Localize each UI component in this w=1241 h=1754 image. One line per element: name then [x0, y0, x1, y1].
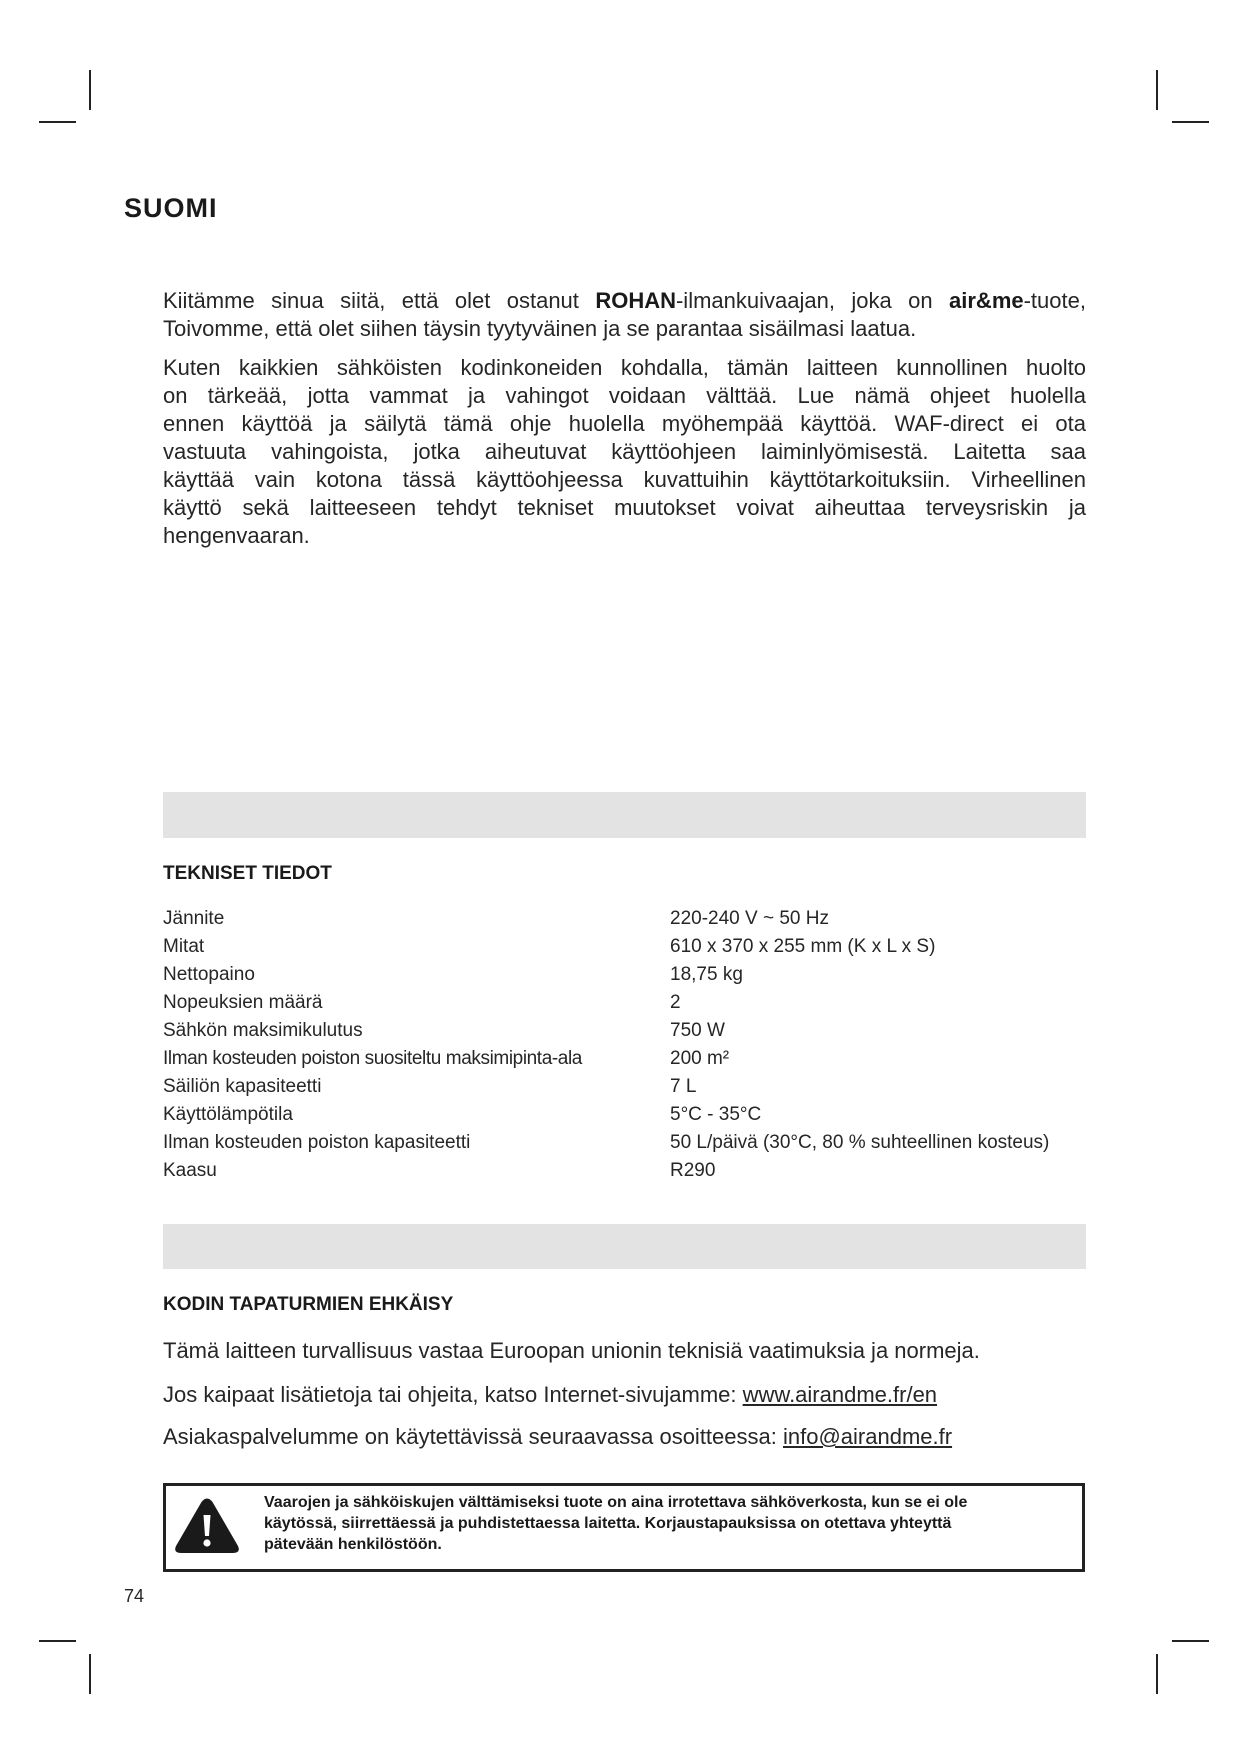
intro-paragraph-2-line: käyttää vain kotona tässä käyttöohjeessa kuvattuihin käyttötarkoituksiin. Virheellinen	[163, 467, 1086, 492]
warning-text-line: Vaarojen ja sähköiskujen välttämiseksi tuote on aina irrotettava sähköverkosta, kun se ei ole	[264, 1494, 968, 1511]
safety-website-line	[163, 1381, 1086, 1409]
intro-paragraph-2-line: ennen käyttöä ja säilytä tämä ohje huolella myöhempää käyttöä. WAF-direct ei ota	[163, 411, 1086, 436]
spec-row	[163, 933, 1086, 961]
email-link[interactable]: info@airandme.fr	[782, 1424, 953, 1449]
spec-value: 220-240 V ~ 50 Hz	[670, 908, 829, 929]
crop-mark-top-left-vertical	[89, 70, 91, 110]
safety-contact-line	[163, 1423, 1086, 1451]
spec-label: Nettopaino	[163, 964, 255, 985]
safety-compliance-text: Tämä laitteen turvallisuus vastaa Euroopan unionin teknisiä vaatimuksia ja normeja.	[163, 1338, 980, 1363]
intro-paragraph-1	[163, 287, 1086, 343]
spec-row	[163, 1129, 1086, 1157]
crop-mark-top-right-horizontal	[1172, 121, 1209, 123]
intro-paragraph-2-line: käyttö sekä laitteeseen tehdyt tekniset muutokset voivat aiheuttaa terveysriskin ja	[163, 495, 1086, 520]
intro-text-segment: -tuote,	[1023, 288, 1086, 313]
spec-value: 750 W	[670, 1020, 725, 1041]
spec-row	[163, 1157, 1086, 1185]
crop-mark-top-left-horizontal	[39, 121, 76, 123]
warning-text-line: pätevään henkilöstöön.	[264, 1536, 442, 1553]
product-model-name: ROHAN	[595, 288, 676, 313]
spec-row	[163, 961, 1086, 989]
spec-label: Jännite	[163, 908, 225, 929]
website-link[interactable]: www.airandme.fr/en	[742, 1382, 938, 1407]
spec-label: Ilman kosteuden poiston kapasiteetti	[163, 1132, 471, 1153]
spec-value: 7 L	[670, 1076, 697, 1097]
spec-row	[163, 1073, 1086, 1101]
safety-contact-text: Asiakaspalvelumme on käytettävissä seuraavassa osoitteessa:	[163, 1424, 783, 1449]
warning-box	[163, 1483, 1085, 1572]
warning-triangle-icon	[174, 1498, 240, 1555]
crop-mark-bottom-left-horizontal	[39, 1640, 76, 1642]
spec-value: R290	[670, 1160, 716, 1181]
spec-value: 610 x 370 x 255 mm (K x L x S)	[670, 936, 936, 957]
spec-label: Säiliön kapasiteetti	[163, 1076, 322, 1097]
section-divider-bar	[163, 792, 1086, 838]
crop-mark-top-right-vertical	[1156, 70, 1158, 110]
warning-text-line: käytössä, siirrettäessä ja puhdistettaessa laitetta. Korjaustapauksissa on otettava yhteyttä	[264, 1515, 952, 1532]
intro-paragraph-2	[163, 354, 1086, 550]
intro-paragraph-1-line-2: Toivomme, että olet siihen täysin tyytyväinen ja se parantaa sisäilmasi laatua.	[163, 316, 917, 341]
intro-paragraph-2-line: hengenvaaran.	[163, 523, 310, 548]
spec-label: Kaasu	[163, 1160, 217, 1181]
crop-mark-bottom-right-vertical	[1156, 1654, 1158, 1694]
safety-website-text: Jos kaipaat lisätietoja tai ohjeita, katso Internet-sivujamme:	[163, 1382, 743, 1407]
intro-paragraph-2-line: Kuten kaikkien sähköisten kodinkoneiden kohdalla, tämän laitteen kunnollinen huolto	[163, 355, 1086, 380]
safety-heading: KODIN TAPATURMIEN EHKÄISY	[163, 1294, 454, 1315]
intro-text-segment: -ilmankuivaajan, joka on	[675, 288, 950, 313]
spec-value: 50 L/päivä (30°C, 80 % suhteellinen kosteus)	[670, 1132, 1050, 1153]
spec-row	[163, 989, 1086, 1017]
crop-mark-bottom-right-horizontal	[1172, 1640, 1209, 1642]
intro-paragraph-1-line-1	[163, 287, 1086, 315]
specs-heading: TEKNISET TIEDOT	[163, 863, 332, 884]
brand-name: air&me	[949, 288, 1024, 313]
spec-label: Sähkön maksimikulutus	[163, 1020, 363, 1041]
spec-row	[163, 1017, 1086, 1045]
warning-text	[264, 1492, 967, 1555]
intro-paragraph-2-line: vastuuta vahingoista, jotka aiheutuvat käyttöohjeen laiminlyömisestä. Laitetta saa	[163, 439, 1086, 464]
page-number: 74	[124, 1586, 145, 1606]
specs-table	[163, 905, 1086, 1185]
intro-text-segment: Kiitämme sinua siitä, että olet ostanut	[163, 288, 596, 313]
spec-row	[163, 1045, 1086, 1073]
spec-value: 18,75 kg	[670, 964, 743, 985]
spec-label: Käyttölämpötila	[163, 1104, 293, 1125]
spec-row	[163, 1101, 1086, 1129]
spec-value: 200 m²	[670, 1048, 730, 1069]
crop-mark-bottom-left-vertical	[89, 1654, 91, 1694]
spec-row	[163, 905, 1086, 933]
intro-paragraph-2-line: on tärkeää, jotta vammat ja vahingot voidaan välttää. Lue nämä ohjeet huolella	[163, 383, 1086, 408]
spec-label: Ilman kosteuden poiston suositeltu maksimipinta-ala	[163, 1048, 582, 1069]
page-title: SUOMI	[124, 193, 218, 223]
spec-label: Mitat	[163, 936, 205, 957]
intro-text	[163, 287, 1086, 550]
spec-value: 5°C - 35°C	[670, 1104, 762, 1125]
section-divider-bar	[163, 1224, 1086, 1269]
spec-label: Nopeuksien määrä	[163, 992, 323, 1013]
spec-value: 2	[670, 992, 681, 1013]
